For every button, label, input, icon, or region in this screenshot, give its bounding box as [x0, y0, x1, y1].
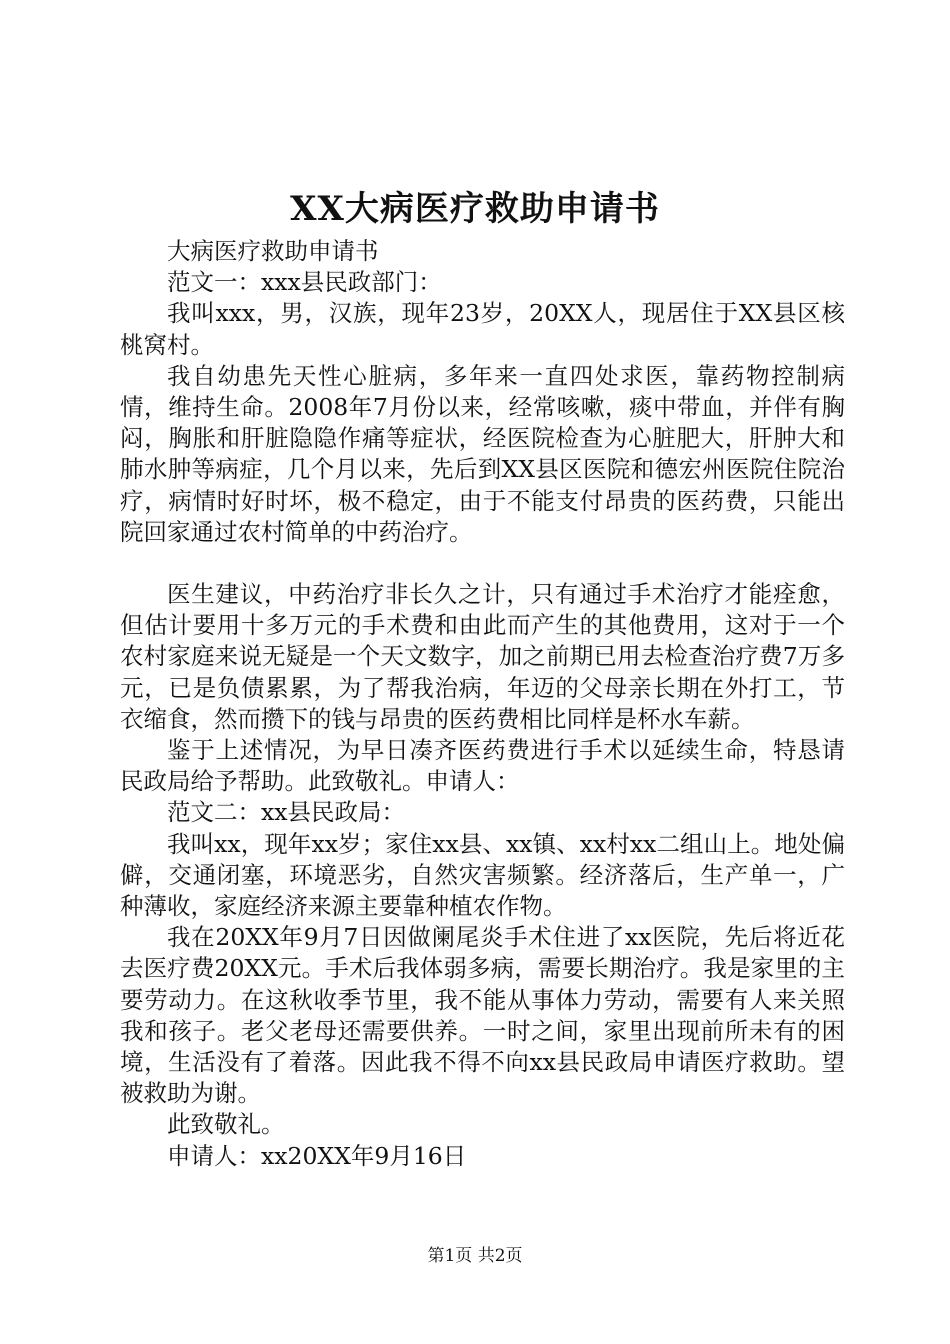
paragraph-signature: 申请人：xx20XX年9月16日	[167, 1141, 467, 1170]
page-indicator: 第1页 共2页	[427, 1246, 523, 1266]
paragraph-illness-history: 我自幼患先天性心脏病，多年来一直四处求医，靠药物控制病情，维持生命。2008年7月份以来，经常咳嗽，痰中带血，并伴有胸闷，胸胀和肝脏隐隐作痛等症状，经医院检查为心脏肥大，肝肿大和肺水肿等病症，几个月以来，先后到XX县区医院和德宏州医院住院治疗，病情时好时坏，极不稳定，由于不能支付昂贵的医药费，只能出院回家通过农村简单的中药治疗。	[120, 361, 845, 546]
document-title: XX大病医疗救助申请书	[290, 189, 660, 229]
paragraph-self-introduction: 我叫xxx，男，汉族，现年23岁，20XX人，现居住于XX县区核桃窝村。	[120, 299, 845, 359]
document-body	[120, 236, 845, 1172]
paragraph-request: 鉴于上述情况，为早日凑齐医药费进行手术以延续生命，特恳请民政局给予帮助。此致敬礼。申请人：	[120, 736, 845, 796]
paragraph-surgery-details: 我在20XX年9月7日因做阑尾炎手术住进了xx医院，先后将近花去医疗费20XX元。手术后我体弱多病，需要长期治疗。我是家里的主要劳动力。在这秋收季节里，我不能从事体力劳动，需要有人来关照我和孩子。老父老母还需要供养。一时之间，家里出现前所未有的困境，生活没有了着落。因此我不得不向xx县民政局申请医疗救助。望被救助为谢。	[120, 923, 845, 1108]
paragraph-closing: 此致敬礼。	[167, 1110, 285, 1139]
paragraph-subtitle: 大病医疗救助申请书	[167, 237, 379, 265]
paragraph-doctor-advice: 医生建议，中药治疗非长久之计，只有通过手术治疗才能痊愈，但估计要用十多万元的手术费和由此而产生的其他费用，这对于一个农村家庭来说无疑是一个天文数字，加之前期已用去检查治疗费7万多元，已是负债累累，为了帮我治病，年迈的父母亲长期在外打工，节衣缩食，然而攒下的钱与昂贵的医药费相比同样是杯水车薪。	[120, 580, 845, 733]
paragraph-family-situation: 我叫xx，现年xx岁；家住xx县、xx镇、xx村xx二组山上。地处偏僻，交通闭塞，环境恶劣，自然灾害频繁。经济落后，生产单一，广种薄收，家庭经济来源主要靠种植农作物。	[120, 829, 845, 921]
paragraph-sample-one-heading: 范文一：xxx县民政部门：	[167, 268, 442, 297]
paragraph-sample-two-heading: 范文二：xx县民政局：	[167, 798, 406, 827]
